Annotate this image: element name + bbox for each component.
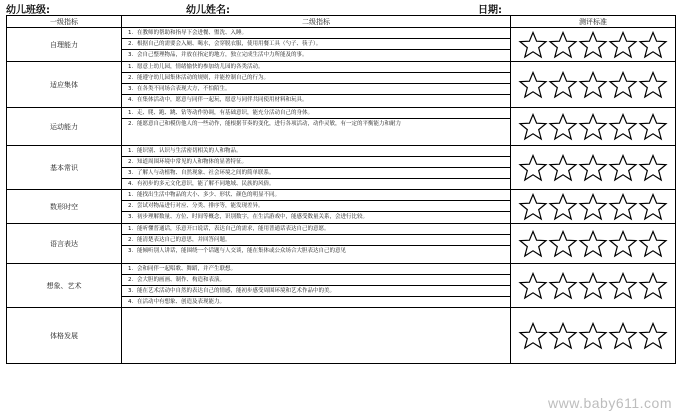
item-text: 能遵守幼儿园集体活动的规则，并能控制自己的行为。	[137, 75, 270, 81]
star-icon[interactable]	[638, 154, 668, 182]
star-icon[interactable]	[548, 154, 578, 182]
list-item	[122, 108, 510, 119]
list-item	[122, 157, 510, 168]
star-icon[interactable]	[638, 193, 668, 221]
star-icon[interactable]	[608, 113, 638, 141]
list-item	[122, 297, 510, 307]
rating-stars	[511, 146, 676, 190]
star-icon[interactable]	[578, 193, 608, 221]
item-number: 1.	[128, 110, 134, 116]
star-icon[interactable]	[578, 71, 608, 99]
star-icon[interactable]	[608, 322, 638, 350]
evaluation-table	[6, 15, 676, 364]
table-row	[7, 28, 676, 62]
star-icon[interactable]	[578, 230, 608, 258]
item-text: 能找出生活中物品的大小、多少、形状、颜色的明显不同。	[137, 192, 281, 198]
list-item	[122, 286, 510, 297]
list-item	[122, 275, 510, 286]
item-text: 尝试对物品进行对应、分类、排序等，能发现差异。	[137, 203, 264, 209]
item-number: 2.	[128, 237, 134, 243]
class-label: 幼儿班级:	[6, 5, 50, 16]
item-text: 在各类不同场合表现大方，不怕陌生。	[137, 86, 231, 92]
item-text: 能清楚表达自己的意思，并回答问题。	[137, 237, 231, 243]
table-row	[7, 264, 676, 308]
star-icon[interactable]	[518, 230, 548, 258]
star-icon[interactable]	[608, 71, 638, 99]
list-item	[122, 201, 510, 212]
item-number: 1.	[128, 226, 134, 232]
table-row	[7, 190, 676, 224]
item-text: 能愿意自己和模仿他人的一些动作，能根据节奏的变化，进行各项活动，动作灵敏，有一定的平衡能力和耐力	[137, 121, 402, 127]
list-item	[122, 224, 510, 235]
table-row	[7, 108, 676, 146]
level1-indicator: 自理能力	[7, 28, 122, 62]
star-icon[interactable]	[518, 31, 548, 59]
level1-indicator: 想象、艺术	[7, 264, 122, 308]
star-icon[interactable]	[578, 322, 608, 350]
list-item	[122, 179, 510, 189]
item-number: 2.	[128, 41, 134, 47]
item-text: 能听懂普通话，乐意开口说话，表达自己的需求，能用普通话表达自己的意愿。	[137, 226, 330, 232]
table-header-row	[7, 16, 676, 28]
item-text: 有初步的多元文化意识，能了解不同地域、民族的风俗。	[137, 181, 275, 187]
star-icon[interactable]	[608, 154, 638, 182]
item-number: 1.	[128, 64, 134, 70]
level2-indicator-list	[122, 224, 511, 264]
star-icon[interactable]	[548, 230, 578, 258]
star-icon[interactable]	[518, 113, 548, 141]
star-icon[interactable]	[548, 272, 578, 300]
star-icon[interactable]	[578, 31, 608, 59]
star-icon[interactable]	[638, 322, 668, 350]
item-text: 走、爬、跑、跳、钻等动作协调，有基础意识，能充分活动自己的身体。	[137, 110, 314, 116]
star-icon[interactable]	[548, 322, 578, 350]
list-item	[122, 84, 510, 95]
level2-indicator-list	[122, 146, 511, 190]
star-icon[interactable]	[578, 113, 608, 141]
item-number: 4.	[128, 97, 134, 103]
list-item	[122, 39, 510, 50]
item-number: 3.	[128, 52, 134, 58]
item-number: 1.	[128, 148, 134, 154]
list-item	[122, 50, 510, 60]
col-header-level2: 二级指标	[122, 16, 511, 28]
item-text: 会自己整理物品，并放在指定的地方，独立完成生活中力所能及的事。	[137, 52, 308, 58]
item-number: 1.	[128, 192, 134, 198]
level2-indicator-list	[122, 108, 511, 146]
list-item	[122, 246, 510, 256]
list-item	[122, 62, 510, 73]
item-text: 了解人与动植物、自然现象、社会环境之间的简单联系。	[137, 170, 275, 176]
item-text: 在教师的帮助和指导下会进餐、盥洗、入睡。	[137, 30, 248, 36]
col-header-level1: 一级指标	[7, 16, 122, 28]
list-item	[122, 190, 510, 201]
item-text: 会和同伴一起唱歌、舞蹈，并产生联想。	[137, 266, 237, 272]
form-header	[0, 0, 678, 15]
item-text: 初步理解数量、方位、时间等概念，识别数字，在生活游戏中，能感受数量关系，会进行比较。	[137, 214, 369, 220]
item-number: 2.	[128, 121, 134, 127]
star-icon[interactable]	[518, 322, 548, 350]
star-icon[interactable]	[578, 154, 608, 182]
item-number: 3.	[128, 214, 134, 220]
item-number: 3.	[128, 170, 134, 176]
list-item	[122, 119, 510, 129]
list-item	[122, 73, 510, 84]
item-number: 2.	[128, 75, 134, 81]
watermark: www.baby611.com	[548, 395, 672, 411]
date-label: 日期:	[478, 5, 502, 16]
star-icon[interactable]	[638, 113, 668, 141]
item-text: 能倾听别人讲话，能围绕一个话题与人交谈，能在集体或公众场合大胆表达自己的意见	[137, 248, 347, 254]
list-item	[122, 95, 510, 105]
star-icon[interactable]	[608, 272, 638, 300]
level1-indicator: 基本常识	[7, 146, 122, 190]
star-icon[interactable]	[548, 193, 578, 221]
star-icon[interactable]	[638, 230, 668, 258]
col-header-criteria: 测评标准	[511, 16, 676, 28]
item-number: 1.	[128, 30, 134, 36]
item-number: 1.	[128, 266, 134, 272]
list-item	[122, 28, 510, 39]
item-text: 知道周围环境中常见的人和物体的显著特征。	[137, 159, 248, 165]
item-text: 能在艺术活动中自然的表达自己的情感，能初步感受周围环境和艺术作品中的美。	[137, 288, 336, 294]
name-label: 幼儿姓名:	[186, 5, 230, 16]
item-number: 4.	[128, 299, 134, 305]
item-number: 3.	[128, 288, 134, 294]
item-text: 能识别、认识与生活密切相关的人和物品。	[137, 148, 242, 154]
item-text: 会大胆的画画、制作、构造和表演。	[137, 277, 226, 283]
item-text: 在活动中有想象、创造及表现能力。	[137, 299, 226, 305]
star-icon[interactable]	[518, 272, 548, 300]
level2-indicator-list	[122, 62, 511, 108]
table-row	[7, 308, 676, 364]
rating-stars	[511, 108, 676, 146]
rating-stars	[511, 28, 676, 62]
rating-stars	[511, 190, 676, 224]
table-row	[7, 146, 676, 190]
star-icon[interactable]	[578, 272, 608, 300]
item-text: 根据自己的需要会入厕、喝水，会穿脱衣服，使用用餐工具（勺子、筷子）。	[137, 41, 322, 47]
item-number: 3.	[128, 248, 134, 254]
star-icon[interactable]	[518, 154, 548, 182]
star-icon[interactable]	[518, 193, 548, 221]
rating-stars	[511, 308, 676, 364]
level2-indicator-list	[122, 28, 511, 62]
list-item	[122, 212, 510, 222]
rating-stars	[511, 224, 676, 264]
star-icon[interactable]	[518, 71, 548, 99]
star-icon[interactable]	[638, 71, 668, 99]
item-number: 2.	[128, 159, 134, 165]
table-row	[7, 62, 676, 108]
star-icon[interactable]	[608, 230, 638, 258]
rating-stars	[511, 264, 676, 308]
list-item	[122, 235, 510, 246]
star-icon[interactable]	[608, 193, 638, 221]
item-text: 愿意上幼儿园，情绪愉快的参加幼儿园的各类活动。	[137, 64, 264, 70]
star-icon[interactable]	[638, 272, 668, 300]
level2-indicator-list	[122, 264, 511, 308]
star-icon[interactable]	[548, 31, 578, 59]
item-number: 4.	[128, 181, 134, 187]
item-number: 2.	[128, 277, 134, 283]
level1-indicator: 语言表达	[7, 224, 122, 264]
star-icon[interactable]	[638, 31, 668, 59]
star-icon[interactable]	[548, 113, 578, 141]
rating-stars	[511, 62, 676, 108]
level1-indicator: 适应集体	[7, 62, 122, 108]
level1-indicator: 运动能力	[7, 108, 122, 146]
table-row	[7, 224, 676, 264]
list-item	[122, 146, 510, 157]
list-item	[122, 264, 510, 275]
level1-indicator: 数形时空	[7, 190, 122, 224]
star-icon[interactable]	[548, 71, 578, 99]
level2-indicator-list	[122, 190, 511, 224]
list-item	[122, 168, 510, 179]
item-number: 3.	[128, 86, 134, 92]
item-number: 2.	[128, 203, 134, 209]
item-text: 在集体活动中，愿意与同伴一起玩，愿意与同伴共同使用材料和玩具。	[137, 97, 308, 103]
level1-indicator: 体格发展	[7, 308, 122, 364]
level2-indicator-list	[122, 308, 511, 364]
star-icon[interactable]	[608, 31, 638, 59]
